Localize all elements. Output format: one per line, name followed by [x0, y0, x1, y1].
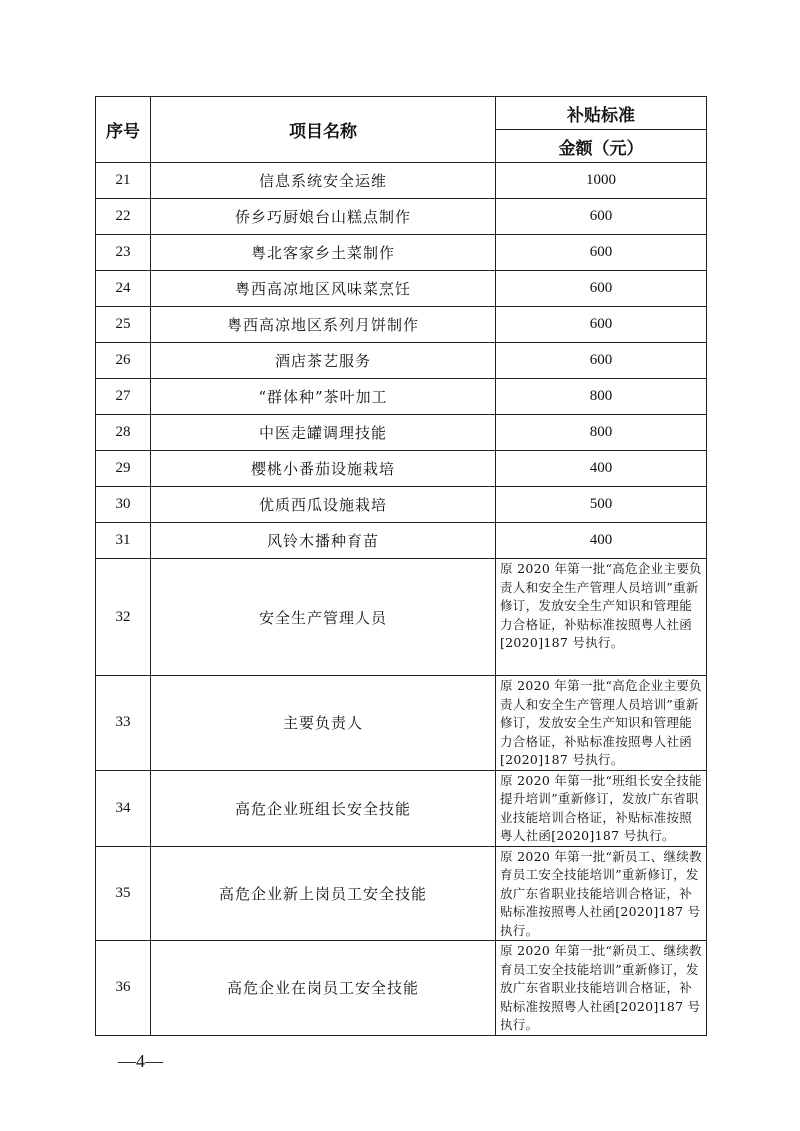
table-row — [96, 415, 707, 451]
row-subsidy-note: 原 2020 年第一批“新员工、继续教育员工安全技能培训”重新修订，发放广东省职业技能培训合格证，补贴标准按照粤人社函[2020]187 号执行。 — [496, 846, 707, 941]
row-number: 32 — [96, 559, 151, 676]
row-amount: 600 — [496, 199, 707, 235]
table-row — [96, 941, 707, 1036]
subsidy-table — [95, 96, 707, 1036]
row-subsidy-note: 原 2020 年第一批“班组长安全技能提升培训”重新修订，发放广东省职业技能培训合格证，补贴标准按照粤人社函[2020]187 号执行。 — [496, 770, 707, 846]
row-number: 28 — [96, 415, 151, 451]
row-amount: 500 — [496, 487, 707, 523]
row-number: 23 — [96, 235, 151, 271]
row-amount: 600 — [496, 343, 707, 379]
row-amount: 400 — [496, 523, 707, 559]
row-number: 33 — [96, 676, 151, 771]
row-number: 34 — [96, 770, 151, 846]
row-number: 36 — [96, 941, 151, 1036]
table-row — [96, 307, 707, 343]
table-row — [96, 523, 707, 559]
table-row — [96, 846, 707, 941]
header-seq: 序号 — [96, 97, 151, 163]
page-number: —4— — [118, 1051, 163, 1071]
row-project-name: 中医走罐调理技能 — [151, 415, 496, 451]
row-project-name: 风铃木播种育苗 — [151, 523, 496, 559]
row-amount: 600 — [496, 235, 707, 271]
row-number: 21 — [96, 163, 151, 199]
row-number: 24 — [96, 271, 151, 307]
table-row — [96, 559, 707, 676]
row-project-name: 粤北客家乡土菜制作 — [151, 235, 496, 271]
row-amount: 400 — [496, 451, 707, 487]
row-project-name: “群体种”茶叶加工 — [151, 379, 496, 415]
row-project-name: 高危企业班组长安全技能 — [151, 770, 496, 846]
row-number: 25 — [96, 307, 151, 343]
row-project-name: 酒店茶艺服务 — [151, 343, 496, 379]
row-project-name: 主要负责人 — [151, 676, 496, 771]
row-project-name: 高危企业新上岗员工安全技能 — [151, 846, 496, 941]
table-row — [96, 676, 707, 771]
row-subsidy-note: 原 2020 年第一批“高危企业主要负责人和安全生产管理人员培训”重新修订，发放安全生产知识和管理能力合格证，补贴标准按照粤人社函[2020]187 号执行。 — [496, 559, 707, 676]
row-number: 27 — [96, 379, 151, 415]
row-amount: 600 — [496, 271, 707, 307]
row-number: 30 — [96, 487, 151, 523]
table-row — [96, 451, 707, 487]
row-project-name: 粤西高凉地区风味菜烹饪 — [151, 271, 496, 307]
row-number: 29 — [96, 451, 151, 487]
row-project-name: 安全生产管理人员 — [151, 559, 496, 676]
row-number: 31 — [96, 523, 151, 559]
row-project-name: 侨乡巧厨娘台山糕点制作 — [151, 199, 496, 235]
row-project-name: 优质西瓜设施栽培 — [151, 487, 496, 523]
row-project-name: 信息系统安全运维 — [151, 163, 496, 199]
row-number: 26 — [96, 343, 151, 379]
table-row — [96, 235, 707, 271]
table-row — [96, 271, 707, 307]
row-project-name: 粤西高凉地区系列月饼制作 — [151, 307, 496, 343]
header-name: 项目名称 — [151, 97, 496, 163]
table-row — [96, 199, 707, 235]
row-project-name: 樱桃小番茄设施栽培 — [151, 451, 496, 487]
row-number: 35 — [96, 846, 151, 941]
table-row — [96, 163, 707, 199]
table-row — [96, 343, 707, 379]
table-row — [96, 379, 707, 415]
header-standard: 补贴标准 — [496, 97, 707, 130]
table-row — [96, 770, 707, 846]
row-project-name: 高危企业在岗员工安全技能 — [151, 941, 496, 1036]
header-amount: 金额（元） — [496, 130, 707, 163]
row-amount: 1000 — [496, 163, 707, 199]
row-amount: 800 — [496, 379, 707, 415]
row-amount: 600 — [496, 307, 707, 343]
row-subsidy-note: 原 2020 年第一批“高危企业主要负责人和安全生产管理人员培训”重新修订，发放安全生产知识和管理能力合格证，补贴标准按照粤人社函[2020]187 号执行。 — [496, 676, 707, 771]
row-amount: 800 — [496, 415, 707, 451]
table-row — [96, 487, 707, 523]
row-number: 22 — [96, 199, 151, 235]
row-subsidy-note: 原 2020 年第一批“新员工、继续教育员工安全技能培训”重新修订，发放广东省职业技能培训合格证，补贴标准按照粤人社函[2020]187 号执行。 — [496, 941, 707, 1036]
